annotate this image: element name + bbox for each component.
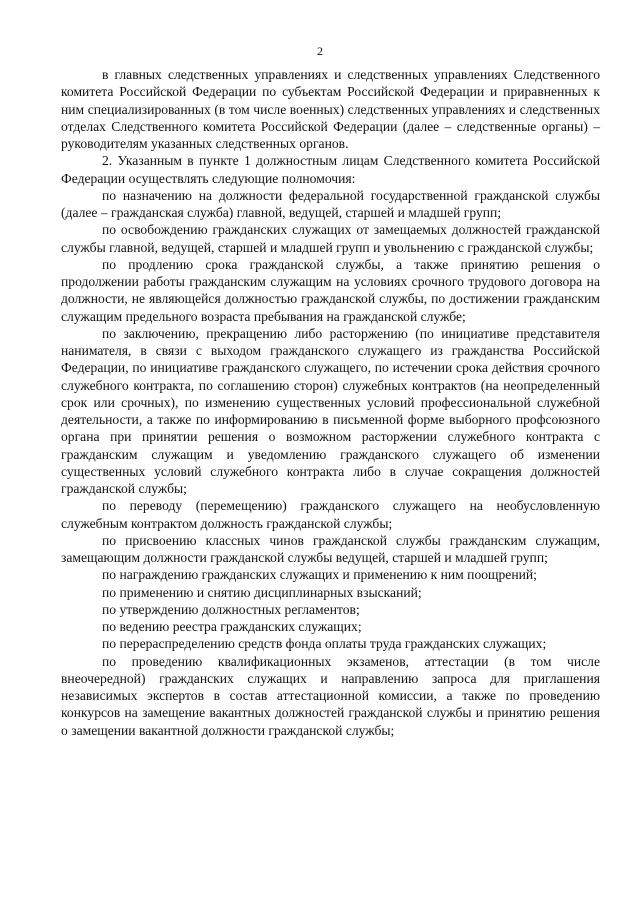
paragraph-awards: по награждению гражданских служащих и применению к ним поощрений; xyxy=(102,567,537,583)
paragraph-dismissal: по освобождению гражданских служащих от замещаемых должностей гражданской службы главной, ведущей, старшей и младшей групп и увольнению с гражданской службы; xyxy=(61,222,600,255)
paragraph-service-extension: по продлению срока гражданской службы, а также принятию решения о продолжении работы гражданским служащим на условиях срочного трудового договора на должности, не являющейся должностью гражданской службы, по достижении гражданским служащим предельного возраста пребывания на гражданской службе; xyxy=(61,256,600,324)
paragraph-job-regulations: по утверждению должностных регламентов; xyxy=(102,601,360,617)
paragraph-disciplinary: по применению и снятию дисциплинарных взысканий; xyxy=(102,584,422,600)
paragraph-registry: по ведению реестра гражданских служащих; xyxy=(102,619,362,634)
paragraph-class-ranks: по присвоению классных чинов гражданской службы гражданским служащим, замещающим должности гражданской службы ведущей, старшей и младшей групп; xyxy=(61,532,600,565)
page-number: 2 xyxy=(317,44,323,58)
paragraph-intro-continuation: в главных следственных управлениях и следственных управлениях Следственного комитета Российской Федерации по субъектам Российской Федерации и приравненных к ним специализированных (в том числе военных) следственных управлениях и следственных отделах Следственного комитета Российской Федерации (далее – следственные органы) – руководителям указанных следственных органов. xyxy=(61,67,600,151)
paragraph-payroll-fund: по перераспределению средств фонда оплаты труда гражданских служащих; xyxy=(102,636,547,652)
paragraph-exams-attestation: по проведению квалификационных экзаменов, аттестации (в том числе внеочередной) гражданских служащих и направлению запроса для приглашения независимых экспертов в состав аттестационной комиссии, а также по проведению конкурсов на замещение вакантных должностей гражданской службы и принятию решения о замещении вакантной должности гражданской службы; xyxy=(61,653,600,738)
paragraph-contracts: по заключению, прекращению либо расторжению (по инициативе представителя нанимателя, в связи с выходом гражданского служащего из гражданства Российской Федерации, по инициативе гражданского служащего, по истечении срока действия срочного служебного контракта, по соглашению сторон) служебных контрактов (на неопределенный срок или срочных), по изменению существенных условий профессиональной служебной деятельности, а также по информированию в письменной форме выборного профсоюзного органа при принятии решения о возможном расторжении служебного контракта с гражданским служащим и уведомлению гражданского служащего об изменении существенных условий служебного контракта либо в случае сокращения должностей гражданской службы; xyxy=(61,325,600,496)
paragraph-clause-2: 2. Указанным в пункте 1 должностным лицам Следственного комитета Российской Федерации осуществлять следующие полномочия: xyxy=(61,153,600,186)
paragraph-transfer: по переводу (перемещению) гражданского служащего на необусловленную служебным контрактом должность гражданской службы; xyxy=(61,498,600,531)
document-body xyxy=(61,66,600,739)
paragraph-appointment: по назначению на должности федеральной государственной гражданской службы (далее – гражданская служба) главной, ведущей, старшей и младшей групп; xyxy=(61,187,600,220)
